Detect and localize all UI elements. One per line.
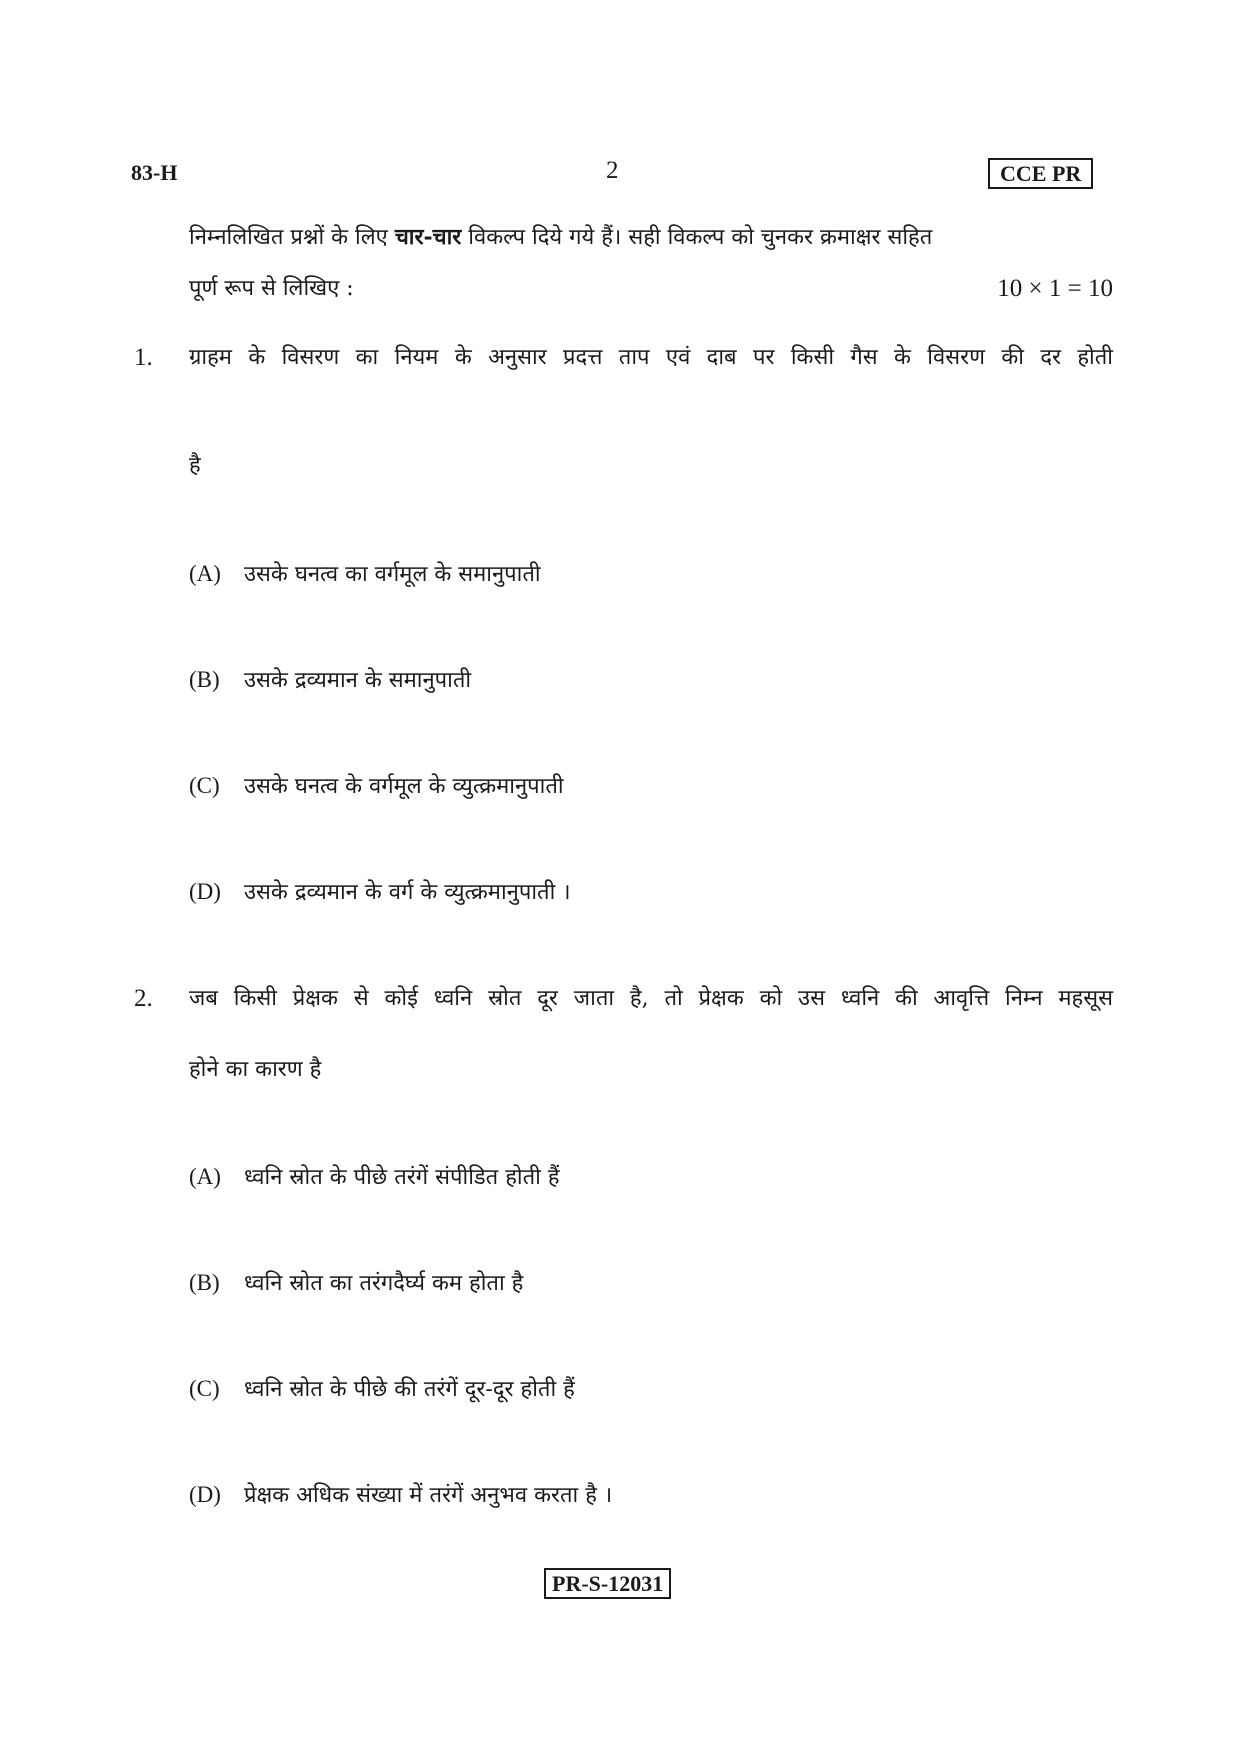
question-2-option-c bbox=[189, 1374, 575, 1405]
option-text: उसके घनत्व के वर्गमूल के व्युत्क्रमानुपाती bbox=[244, 774, 564, 799]
instruction-text-start: निम्नलिखित प्रश्नों के लिए bbox=[189, 225, 388, 250]
question-2-text-continued: होने का कारण है bbox=[189, 1057, 322, 1082]
question-1-option-a bbox=[189, 559, 541, 590]
instruction-emphasis: चार-चार bbox=[394, 224, 462, 250]
question-2-number: 2. bbox=[134, 985, 153, 1012]
marks-allotment: 10 × 1 = 10 bbox=[997, 275, 1113, 302]
option-text: उसके द्रव्यमान के समानुपाती bbox=[244, 668, 472, 693]
option-letter: (B) bbox=[189, 1270, 220, 1295]
option-letter: (A) bbox=[189, 1164, 221, 1189]
footer-code-box: PR-S-12031 bbox=[544, 1568, 671, 1599]
page-number: 2 bbox=[606, 157, 619, 184]
option-letter: (C) bbox=[189, 1376, 220, 1401]
question-2-option-a bbox=[189, 1162, 560, 1193]
paper-code: 83-H bbox=[131, 160, 178, 185]
series-code-box: CCE PR bbox=[988, 158, 1093, 189]
question-1-option-c bbox=[189, 771, 564, 802]
option-text: ध्वनि स्रोत का तरंगदैर्घ्य कम होता है bbox=[244, 1271, 524, 1296]
question-1-option-d bbox=[189, 877, 571, 908]
option-letter: (C) bbox=[189, 773, 220, 798]
option-letter: (B) bbox=[189, 667, 220, 692]
option-text: उसके द्रव्यमान के वर्ग के व्युत्क्रमानुपाती । bbox=[244, 880, 571, 905]
instruction-line-2: पूर्ण रूप से लिखिए : bbox=[189, 276, 354, 301]
option-text: प्रेक्षक अधिक संख्या में तरंगें अनुभव करता है । bbox=[244, 1483, 613, 1508]
question-1-number: 1. bbox=[134, 344, 153, 371]
option-letter: (D) bbox=[189, 1482, 221, 1507]
option-letter: (D) bbox=[189, 879, 221, 904]
option-letter: (A) bbox=[189, 561, 221, 586]
question-1-option-b bbox=[189, 665, 471, 696]
question-2-option-d bbox=[189, 1480, 612, 1511]
question-1-text-continued: है bbox=[189, 453, 201, 478]
question-1-text: ग्राहम के विसरण का नियम के अनुसार प्रदत्त ताप एवं दाब पर किसी गैस के विसरण की दर होती bbox=[189, 345, 1113, 370]
option-text: उसके घनत्व का वर्गमूल के समानुपाती bbox=[244, 562, 541, 587]
option-text: ध्वनि स्रोत के पीछे तरंगें संपीडित होती हैं bbox=[244, 1165, 560, 1190]
option-text: ध्वनि स्रोत के पीछे की तरंगें दूर-दूर होती हैं bbox=[244, 1377, 575, 1402]
question-2-text: जब किसी प्रेक्षक से कोई ध्वनि स्रोत दूर जाता है, तो प्रेक्षक को उस ध्वनि की आवृत्ति निम्न महसूस bbox=[189, 986, 1113, 1011]
instruction-text-end: विकल्प दिये गये हैं। सही विकल्प को चुनकर क्रमाक्षर सहित bbox=[468, 225, 933, 250]
instruction-line-1 bbox=[189, 222, 1113, 253]
question-2-option-b bbox=[189, 1268, 523, 1299]
